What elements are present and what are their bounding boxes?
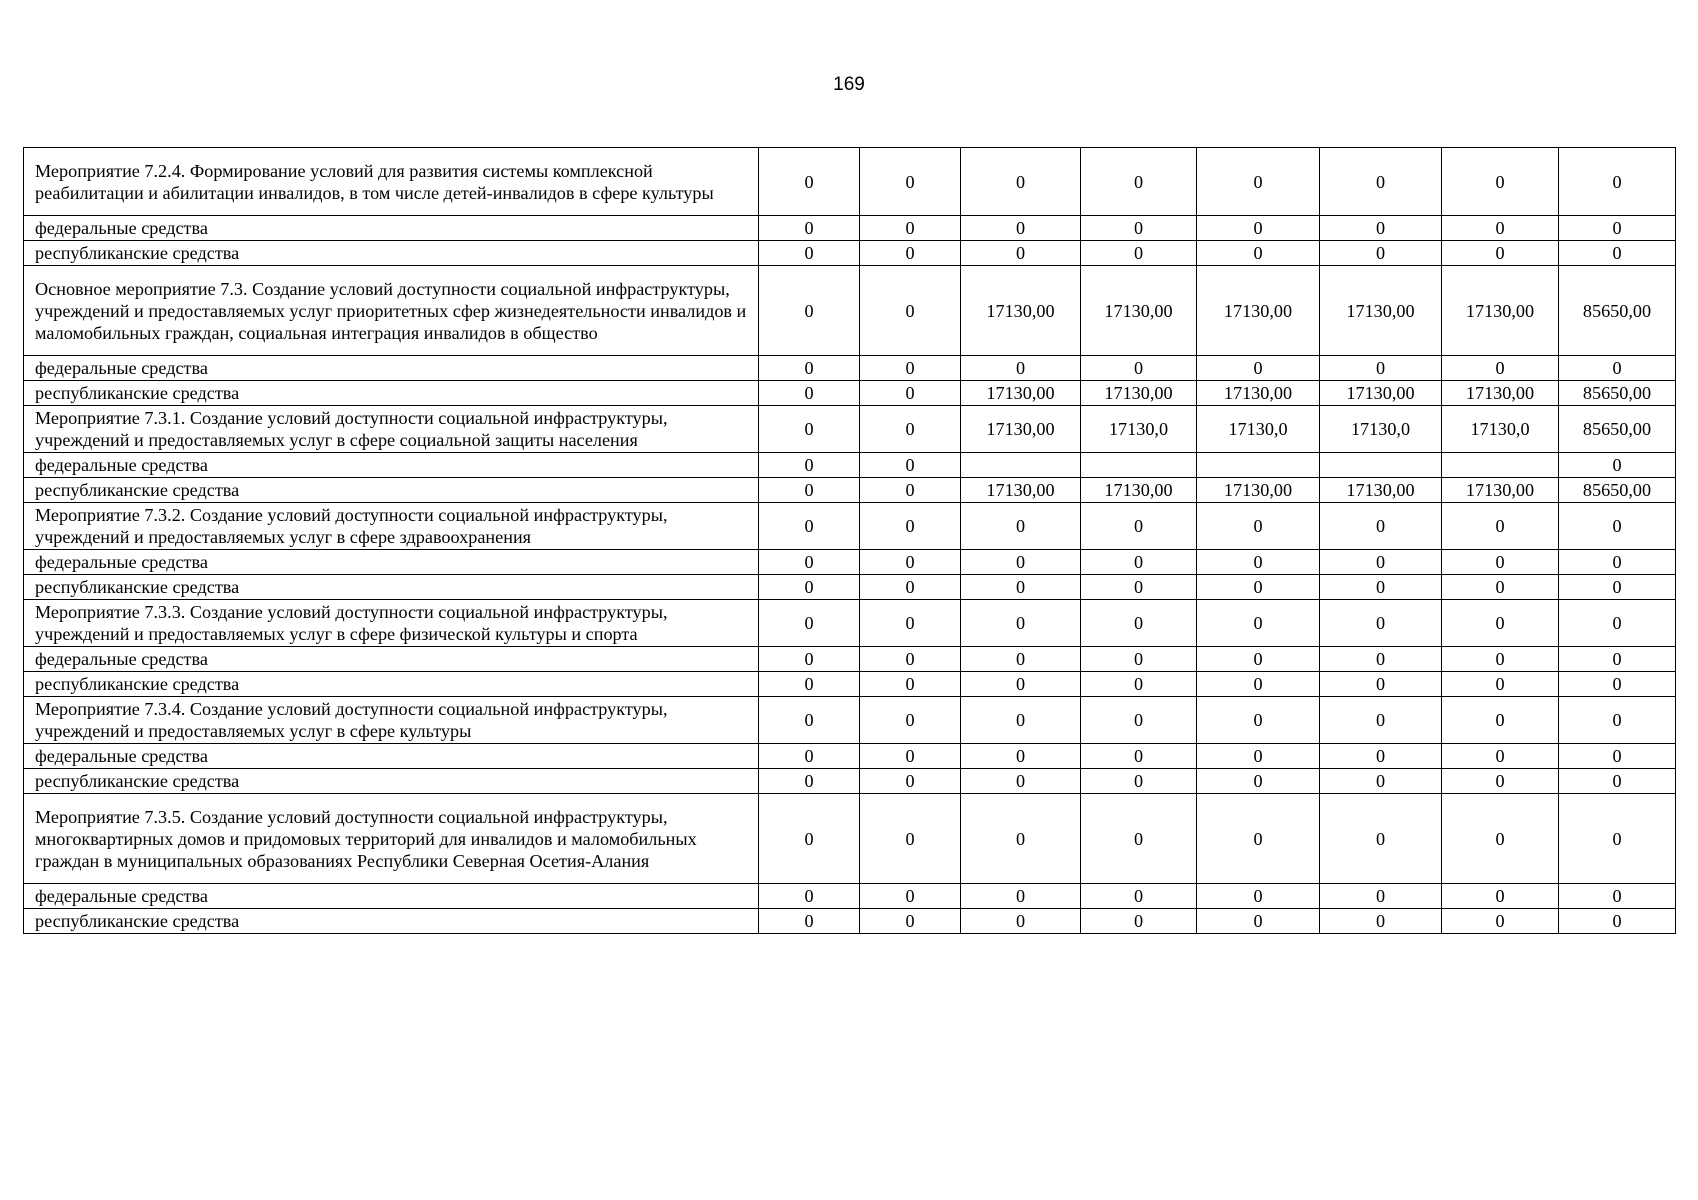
value-cell: 85650,00 bbox=[1559, 266, 1676, 356]
value-cell: 0 bbox=[759, 550, 860, 575]
table-row bbox=[24, 744, 1676, 769]
value-cell: 0 bbox=[1197, 744, 1320, 769]
value-cell: 0 bbox=[1081, 575, 1197, 600]
value-cell: 0 bbox=[1559, 647, 1676, 672]
value-cell: 0 bbox=[759, 148, 860, 216]
value-cell: 0 bbox=[860, 575, 961, 600]
value-cell: 0 bbox=[1442, 672, 1559, 697]
row-label: федеральные средства bbox=[24, 647, 759, 672]
table-row bbox=[24, 769, 1676, 794]
value-cell: 0 bbox=[961, 356, 1081, 381]
value-cell: 0 bbox=[860, 406, 961, 453]
value-cell: 0 bbox=[961, 148, 1081, 216]
value-cell: 0 bbox=[961, 503, 1081, 550]
value-cell: 17130,00 bbox=[1320, 381, 1442, 406]
table-row bbox=[24, 241, 1676, 266]
value-cell: 0 bbox=[1197, 550, 1320, 575]
value-cell: 0 bbox=[860, 550, 961, 575]
value-cell: 0 bbox=[860, 241, 961, 266]
value-cell: 0 bbox=[1559, 575, 1676, 600]
value-cell: 0 bbox=[1442, 884, 1559, 909]
value-cell: 0 bbox=[759, 453, 860, 478]
value-cell: 0 bbox=[1081, 550, 1197, 575]
value-cell: 17130,00 bbox=[961, 478, 1081, 503]
value-cell: 85650,00 bbox=[1559, 381, 1676, 406]
page-number: 169 bbox=[833, 74, 865, 95]
value-cell: 0 bbox=[1197, 697, 1320, 744]
value-cell: 0 bbox=[1442, 647, 1559, 672]
value-cell: 0 bbox=[1081, 672, 1197, 697]
value-cell: 0 bbox=[759, 600, 860, 647]
value-cell: 0 bbox=[759, 794, 860, 884]
value-cell: 0 bbox=[1197, 794, 1320, 884]
value-cell bbox=[1197, 453, 1320, 478]
value-cell: 0 bbox=[1320, 148, 1442, 216]
value-cell: 0 bbox=[961, 600, 1081, 647]
value-cell: 0 bbox=[759, 478, 860, 503]
value-cell: 0 bbox=[961, 550, 1081, 575]
value-cell: 0 bbox=[961, 647, 1081, 672]
row-label: федеральные средства bbox=[24, 453, 759, 478]
value-cell: 0 bbox=[759, 241, 860, 266]
value-cell: 0 bbox=[1442, 575, 1559, 600]
row-label: республиканские средства bbox=[24, 575, 759, 600]
value-cell: 17130,00 bbox=[961, 406, 1081, 453]
row-label: Мероприятие 7.3.2. Создание условий доступности социальной инфраструктуры, учреждений и предоставляемых услуг в сфере здравоохранения bbox=[24, 503, 759, 550]
value-cell: 0 bbox=[1081, 744, 1197, 769]
value-cell: 0 bbox=[860, 697, 961, 744]
value-cell: 0 bbox=[759, 769, 860, 794]
value-cell: 0 bbox=[860, 148, 961, 216]
table-row bbox=[24, 406, 1676, 453]
value-cell: 0 bbox=[759, 909, 860, 934]
value-cell: 0 bbox=[1320, 575, 1442, 600]
budget-table bbox=[23, 147, 1676, 934]
value-cell: 0 bbox=[860, 884, 961, 909]
value-cell: 0 bbox=[1081, 356, 1197, 381]
value-cell: 0 bbox=[1197, 600, 1320, 647]
table-body bbox=[24, 148, 1676, 934]
row-label: федеральные средства bbox=[24, 884, 759, 909]
value-cell: 17130,0 bbox=[1197, 406, 1320, 453]
value-cell: 0 bbox=[759, 381, 860, 406]
value-cell: 0 bbox=[1197, 216, 1320, 241]
row-label: Мероприятие 7.3.1. Создание условий доступности социальной инфраструктуры, учреждений и предоставляемых услуг в сфере социальной защиты населения bbox=[24, 406, 759, 453]
value-cell: 0 bbox=[1081, 769, 1197, 794]
value-cell bbox=[1081, 453, 1197, 478]
value-cell: 17130,00 bbox=[1197, 478, 1320, 503]
value-cell: 0 bbox=[860, 216, 961, 241]
value-cell bbox=[1442, 453, 1559, 478]
value-cell: 0 bbox=[759, 216, 860, 241]
table-row bbox=[24, 148, 1676, 216]
row-label: федеральные средства bbox=[24, 216, 759, 241]
value-cell: 17130,00 bbox=[1442, 478, 1559, 503]
table-row bbox=[24, 909, 1676, 934]
value-cell: 0 bbox=[1442, 794, 1559, 884]
value-cell: 0 bbox=[1559, 672, 1676, 697]
value-cell: 17130,00 bbox=[1081, 381, 1197, 406]
value-cell: 0 bbox=[759, 266, 860, 356]
value-cell: 0 bbox=[1320, 744, 1442, 769]
value-cell: 17130,00 bbox=[1197, 266, 1320, 356]
value-cell: 0 bbox=[759, 503, 860, 550]
row-label: республиканские средства bbox=[24, 381, 759, 406]
value-cell: 0 bbox=[1320, 884, 1442, 909]
value-cell: 0 bbox=[1559, 909, 1676, 934]
value-cell: 0 bbox=[961, 909, 1081, 934]
row-label: республиканские средства bbox=[24, 241, 759, 266]
table-row bbox=[24, 356, 1676, 381]
value-cell: 0 bbox=[860, 478, 961, 503]
value-cell: 0 bbox=[1081, 241, 1197, 266]
value-cell: 0 bbox=[860, 794, 961, 884]
value-cell: 0 bbox=[1197, 503, 1320, 550]
row-label: республиканские средства bbox=[24, 478, 759, 503]
row-label: республиканские средства bbox=[24, 909, 759, 934]
table-row bbox=[24, 697, 1676, 744]
value-cell: 0 bbox=[759, 884, 860, 909]
value-cell: 0 bbox=[1559, 884, 1676, 909]
value-cell: 17130,00 bbox=[1320, 266, 1442, 356]
value-cell bbox=[1320, 453, 1442, 478]
value-cell: 0 bbox=[1442, 216, 1559, 241]
value-cell: 0 bbox=[961, 769, 1081, 794]
value-cell: 0 bbox=[1081, 884, 1197, 909]
value-cell: 0 bbox=[1320, 909, 1442, 934]
value-cell: 17130,0 bbox=[1081, 406, 1197, 453]
value-cell: 0 bbox=[1081, 148, 1197, 216]
row-label: федеральные средства bbox=[24, 550, 759, 575]
value-cell: 17130,00 bbox=[1197, 381, 1320, 406]
value-cell: 0 bbox=[1442, 550, 1559, 575]
value-cell: 17130,00 bbox=[1442, 381, 1559, 406]
value-cell: 0 bbox=[961, 884, 1081, 909]
value-cell: 0 bbox=[1559, 356, 1676, 381]
value-cell: 17130,00 bbox=[1320, 478, 1442, 503]
value-cell: 17130,00 bbox=[1081, 266, 1197, 356]
value-cell: 0 bbox=[1081, 600, 1197, 647]
table-row bbox=[24, 600, 1676, 647]
value-cell: 0 bbox=[1559, 453, 1676, 478]
row-label: Мероприятие 7.3.3. Создание условий доступности социальной инфраструктуры, учреждений и предоставляемых услуг в сфере физической культуры и спорта bbox=[24, 600, 759, 647]
value-cell: 0 bbox=[860, 647, 961, 672]
table-row bbox=[24, 216, 1676, 241]
value-cell: 0 bbox=[1197, 647, 1320, 672]
value-cell: 0 bbox=[961, 216, 1081, 241]
value-cell: 0 bbox=[1081, 216, 1197, 241]
table-row bbox=[24, 884, 1676, 909]
row-label: Основное мероприятие 7.3. Создание условий доступности социальной инфраструктуры, учреждений и предоставляемых услуг приоритетных сфер жизнедеятельности инвалидов и маломобильных граждан, социальная интеграция инвалидов в общество bbox=[24, 266, 759, 356]
value-cell: 0 bbox=[1320, 769, 1442, 794]
value-cell: 0 bbox=[759, 356, 860, 381]
row-label: республиканские средства bbox=[24, 769, 759, 794]
value-cell: 0 bbox=[860, 453, 961, 478]
table-row bbox=[24, 503, 1676, 550]
row-label: Мероприятие 7.2.4. Формирование условий для развития системы комплексной реабилитации и абилитации инвалидов, в том числе детей-инвалидов в сфере культуры bbox=[24, 148, 759, 216]
value-cell: 0 bbox=[1197, 909, 1320, 934]
table-row bbox=[24, 478, 1676, 503]
value-cell: 0 bbox=[1559, 216, 1676, 241]
value-cell: 0 bbox=[1081, 647, 1197, 672]
value-cell: 0 bbox=[1081, 909, 1197, 934]
value-cell: 85650,00 bbox=[1559, 478, 1676, 503]
value-cell: 0 bbox=[1320, 550, 1442, 575]
value-cell: 0 bbox=[1559, 769, 1676, 794]
value-cell: 0 bbox=[1442, 769, 1559, 794]
value-cell: 0 bbox=[1320, 600, 1442, 647]
value-cell: 0 bbox=[961, 744, 1081, 769]
value-cell: 0 bbox=[1559, 744, 1676, 769]
value-cell: 0 bbox=[961, 575, 1081, 600]
value-cell: 0 bbox=[1320, 216, 1442, 241]
value-cell: 0 bbox=[1559, 697, 1676, 744]
value-cell: 17130,0 bbox=[1442, 406, 1559, 453]
value-cell: 0 bbox=[1442, 744, 1559, 769]
value-cell: 0 bbox=[1559, 148, 1676, 216]
value-cell: 0 bbox=[860, 672, 961, 697]
table-row bbox=[24, 575, 1676, 600]
value-cell: 0 bbox=[860, 744, 961, 769]
value-cell: 0 bbox=[1197, 672, 1320, 697]
value-cell: 0 bbox=[1197, 356, 1320, 381]
value-cell: 0 bbox=[1559, 600, 1676, 647]
table-row bbox=[24, 550, 1676, 575]
row-label: Мероприятие 7.3.5. Создание условий доступности социальной инфраструктуры, многоквартирных домов и придомовых территорий для инвалидов и маломобильных граждан в муниципальных образованиях Республики Северная Осетия-Алания bbox=[24, 794, 759, 884]
value-cell: 0 bbox=[1081, 697, 1197, 744]
value-cell: 0 bbox=[759, 575, 860, 600]
value-cell: 0 bbox=[1197, 148, 1320, 216]
value-cell: 0 bbox=[759, 647, 860, 672]
row-label: Мероприятие 7.3.4. Создание условий доступности социальной инфраструктуры, учреждений и предоставляемых услуг в сфере культуры bbox=[24, 697, 759, 744]
value-cell: 17130,00 bbox=[1081, 478, 1197, 503]
value-cell: 0 bbox=[860, 909, 961, 934]
value-cell: 0 bbox=[860, 503, 961, 550]
value-cell: 0 bbox=[961, 794, 1081, 884]
value-cell: 0 bbox=[860, 600, 961, 647]
value-cell: 0 bbox=[961, 697, 1081, 744]
value-cell: 0 bbox=[961, 241, 1081, 266]
value-cell: 0 bbox=[1320, 647, 1442, 672]
value-cell: 0 bbox=[1320, 697, 1442, 744]
value-cell: 0 bbox=[1442, 909, 1559, 934]
value-cell: 0 bbox=[1442, 503, 1559, 550]
value-cell: 0 bbox=[1320, 672, 1442, 697]
value-cell: 17130,0 bbox=[1320, 406, 1442, 453]
table-row bbox=[24, 794, 1676, 884]
value-cell bbox=[961, 453, 1081, 478]
value-cell: 0 bbox=[1559, 794, 1676, 884]
value-cell: 0 bbox=[1197, 769, 1320, 794]
value-cell: 0 bbox=[1081, 503, 1197, 550]
table-row bbox=[24, 647, 1676, 672]
value-cell: 0 bbox=[1081, 794, 1197, 884]
value-cell: 0 bbox=[1320, 503, 1442, 550]
value-cell: 0 bbox=[860, 356, 961, 381]
value-cell: 0 bbox=[1442, 148, 1559, 216]
value-cell: 0 bbox=[1197, 575, 1320, 600]
value-cell: 0 bbox=[1442, 697, 1559, 744]
value-cell: 0 bbox=[1442, 356, 1559, 381]
value-cell: 0 bbox=[1559, 550, 1676, 575]
value-cell: 0 bbox=[860, 381, 961, 406]
row-label: федеральные средства bbox=[24, 744, 759, 769]
value-cell: 17130,00 bbox=[961, 266, 1081, 356]
value-cell: 0 bbox=[759, 744, 860, 769]
table-row bbox=[24, 453, 1676, 478]
value-cell: 0 bbox=[860, 769, 961, 794]
row-label: республиканские средства bbox=[24, 672, 759, 697]
table-row bbox=[24, 381, 1676, 406]
value-cell: 85650,00 bbox=[1559, 406, 1676, 453]
value-cell: 0 bbox=[759, 672, 860, 697]
value-cell: 0 bbox=[1320, 356, 1442, 381]
value-cell: 0 bbox=[759, 406, 860, 453]
value-cell: 0 bbox=[1320, 794, 1442, 884]
value-cell: 0 bbox=[1197, 241, 1320, 266]
value-cell: 0 bbox=[1559, 241, 1676, 266]
value-cell: 0 bbox=[1559, 503, 1676, 550]
value-cell: 17130,00 bbox=[961, 381, 1081, 406]
value-cell: 0 bbox=[860, 266, 961, 356]
value-cell: 0 bbox=[759, 697, 860, 744]
value-cell: 0 bbox=[1320, 241, 1442, 266]
value-cell: 0 bbox=[961, 672, 1081, 697]
value-cell: 0 bbox=[1442, 241, 1559, 266]
table-row bbox=[24, 672, 1676, 697]
value-cell: 0 bbox=[1197, 884, 1320, 909]
row-label: федеральные средства bbox=[24, 356, 759, 381]
value-cell: 17130,00 bbox=[1442, 266, 1559, 356]
value-cell: 0 bbox=[1442, 600, 1559, 647]
table-row bbox=[24, 266, 1676, 356]
